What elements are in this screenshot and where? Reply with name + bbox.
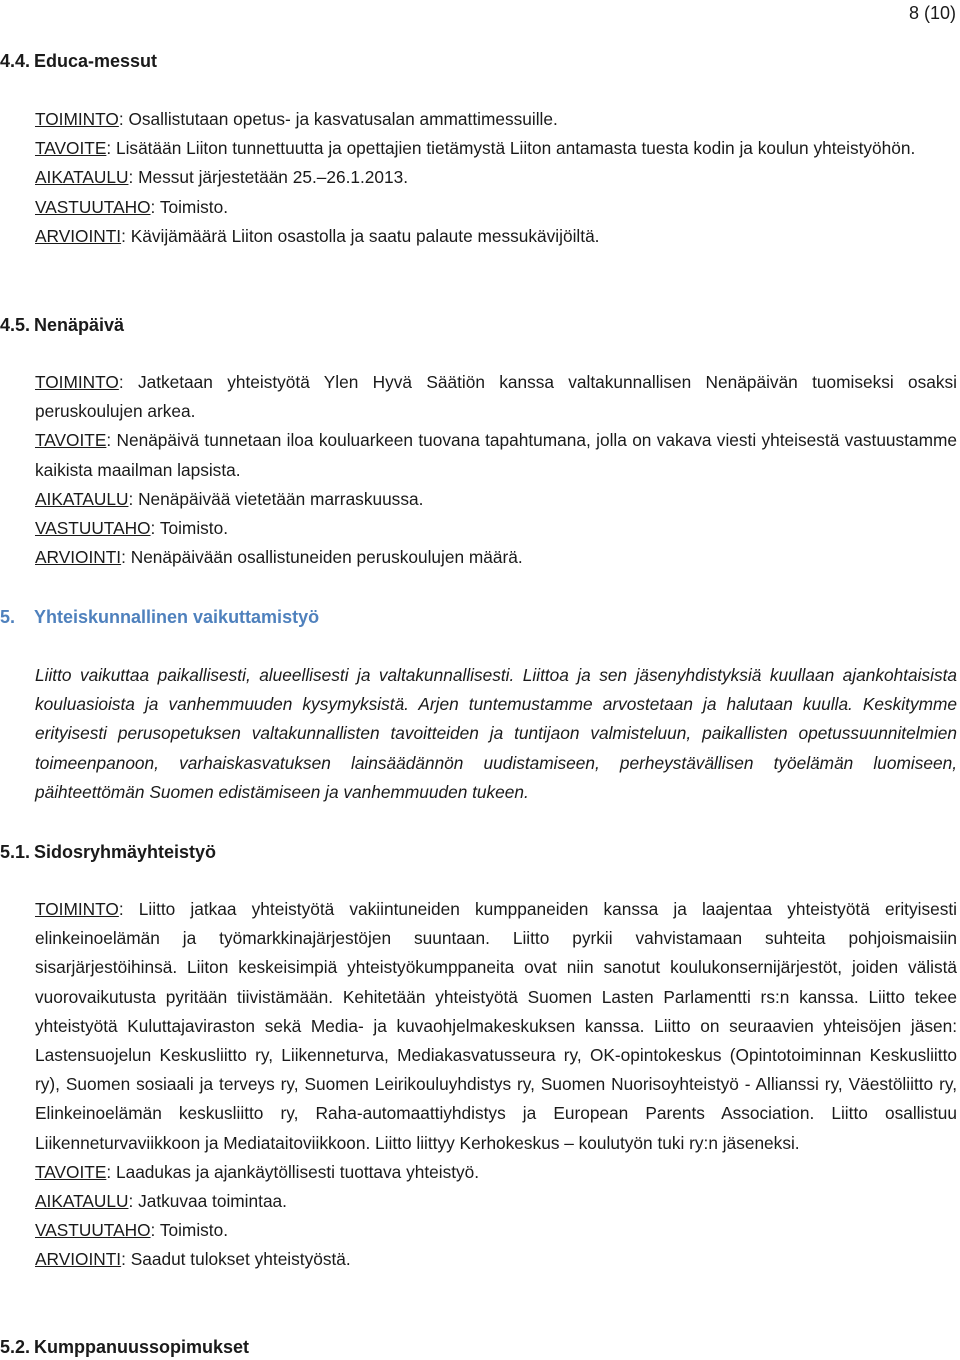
section-5-1-body — [35, 895, 957, 1275]
tavoite-label: TAVOITE — [35, 430, 107, 451]
tavoite-label: TAVOITE — [35, 1161, 107, 1182]
vastuutaho-line: VASTUUTAHO: Toimisto. — [35, 518, 229, 539]
heading-number: 5.2. — [0, 1337, 31, 1357]
tavoite-line: TAVOITE: Laadukas ja ajankäytöllisesti tuottava yhteistyö. — [35, 1161, 480, 1182]
vastuutaho-label: VASTUUTAHO — [35, 1220, 151, 1241]
page-number: 8 (10) — [908, 3, 956, 23]
heading-title: Educa-messut — [34, 51, 158, 71]
vastuutaho-label: VASTUUTAHO — [35, 518, 151, 539]
heading-title: Yhteiskunnallinen vaikuttamistyö — [34, 607, 320, 627]
arviointi-line: ARVIOINTI: Nenäpäivään osallistuneiden peruskoulujen määrä. — [35, 547, 523, 568]
heading-5-2 — [0, 1334, 249, 1360]
aikataulu-line: AIKATAULU: Nenäpäivää vietetään marraskuussa. — [35, 488, 424, 509]
heading-number: 5.1. — [0, 842, 31, 862]
vastuutaho-line: VASTUUTAHO: Toimisto. — [35, 196, 229, 217]
tavoite-line: TAVOITE: Nenäpäivä tunnetaan iloa kouluarkeen tuovana tapahtumana, jolla on vakava viesti yhteisestä vastuustamme kaikista maailman lapsista. — [35, 430, 957, 480]
arviointi-line: ARVIOINTI: Saadut tulokset yhteistyöstä. — [35, 1249, 351, 1270]
heading-title: Nenäpäivä — [34, 315, 125, 335]
arviointi-line: ARVIOINTI: Kävijämäärä Liiton osastolla ja saatu palaute messukävijöiltä. — [35, 225, 600, 246]
arviointi-label: ARVIOINTI — [35, 225, 122, 246]
aikataulu-label: AIKATAULU — [35, 1191, 129, 1212]
section-4-4-body — [35, 105, 957, 251]
toiminto-label: TOIMINTO — [35, 899, 119, 919]
heading-title: Kumppanuussopimukset — [34, 1337, 250, 1357]
section-4-5-body — [35, 368, 957, 572]
tavoite-line: TAVOITE: Lisätään Liiton tunnettuutta ja opettajien tietämystä Liiton antamasta tuesta kodin ja koulun yhteistyöhön. — [35, 138, 916, 159]
heading-4-4 — [0, 48, 157, 74]
arviointi-label: ARVIOINTI — [35, 547, 122, 568]
arviointi-label: ARVIOINTI — [35, 1249, 122, 1270]
toiminto-label: TOIMINTO — [35, 109, 119, 129]
intro-paragraph: Liitto vaikuttaa paikallisesti, alueellisesti ja valtakunnallisesti. Liittoa ja sen jäsenyhdistyksiä kuullaan ajankohtaisista kouluasioista ja vanhemmuuden kysymyksistä. Arjen tuntemustamme arvostetaan ja halutaan kuulla. Keskitymme erityisesti perusopetuksen valtakunnallisten tavoitteiden ja tuntijaon valmisteluun, paikallisten opetussuunnitelmien toimeenpanoon, varhaiskasvatuksen lainsäädännön uudistamiseen, perheystävällisen työelämän luomiseen, päihteettömän Suomen edistämiseen ja vanhemmuuden tukeen. — [35, 665, 957, 802]
aikataulu-line: AIKATAULU: Messut järjestetään 25.–26.1.2013. — [35, 167, 409, 188]
tavoite-label: TAVOITE — [35, 138, 107, 159]
toiminto-line: TOIMINTO: Liitto jatkaa yhteistyötä vakiintuneiden kumppaneiden kanssa ja laajentaa yhteistyötä erityisesti elinkeinoelämän ja työmarkkinajärjestöjen suuntaan. Liitto pyrkii vahvistamaan suhteita pohjoismaisiin sisarjärjestöihinsä. Liiton keskeisimpiä yhteistyökumppaneita ovat niin sanotut koulukonsernijärjestöt, joiden välistä vuorovaikutusta pyritään tiivistämään. Kehitetään yhteistyötä Suomen Lasten Parlamentti rs:n kanssa. Liitto tekee yhteistyötä Kuluttajaviraston sekä Media- ja kuvaohjelmakeskuksen kanssa. Liitto on seuraavien yhteisöjen jäsen: Lastensuojelun Keskusliitto ry, Liikenneturva, Mediakasvatusseura ry, OK-opintokeskus (Opintotoiminnan Keskusliitto ry), Suomen sosiaali ja terveys ry, Suomen Leirikouluyhdistys ry, Suomen Nuorisoyhteistyö - Allianssi ry, Väestöliitto ry, Elinkeinoelämän keskusliitto ry, Raha-automaattiyhdistys ja European Parents Association. Liitto osallistuu Liikenneturvaviikkoon ja Mediataitoviikkoon. Liitto liittyy Kerhokeskus – koulutyön tuki ry:n jäseneksi. — [35, 899, 957, 1153]
section-5-body — [35, 661, 957, 807]
aikataulu-label: AIKATAULU — [35, 167, 129, 188]
heading-number: 5. — [0, 607, 16, 627]
vastuutaho-line: VASTUUTAHO: Toimisto. — [35, 1220, 229, 1241]
heading-number: 4.4. — [0, 51, 31, 71]
aikataulu-label: AIKATAULU — [35, 488, 129, 509]
toiminto-label: TOIMINTO — [35, 372, 119, 392]
heading-5 — [0, 604, 319, 630]
toiminto-line: TOIMINTO: Osallistutaan opetus- ja kasvatusalan ammattimessuille. — [35, 109, 558, 129]
heading-4-5 — [0, 312, 124, 338]
toiminto-line: TOIMINTO: Jatketaan yhteistyötä Ylen Hyvä Säätiön kanssa valtakunnallisen Nenäpäivän tuomiseksi osaksi peruskoulujen arkea. — [35, 372, 957, 422]
heading-number: 4.5. — [0, 315, 31, 335]
aikataulu-line: AIKATAULU: Jatkuvaa toimintaa. — [35, 1191, 287, 1212]
heading-5-1 — [0, 839, 216, 865]
heading-title: Sidosryhmäyhteistyö — [34, 842, 217, 862]
vastuutaho-label: VASTUUTAHO — [35, 196, 151, 217]
